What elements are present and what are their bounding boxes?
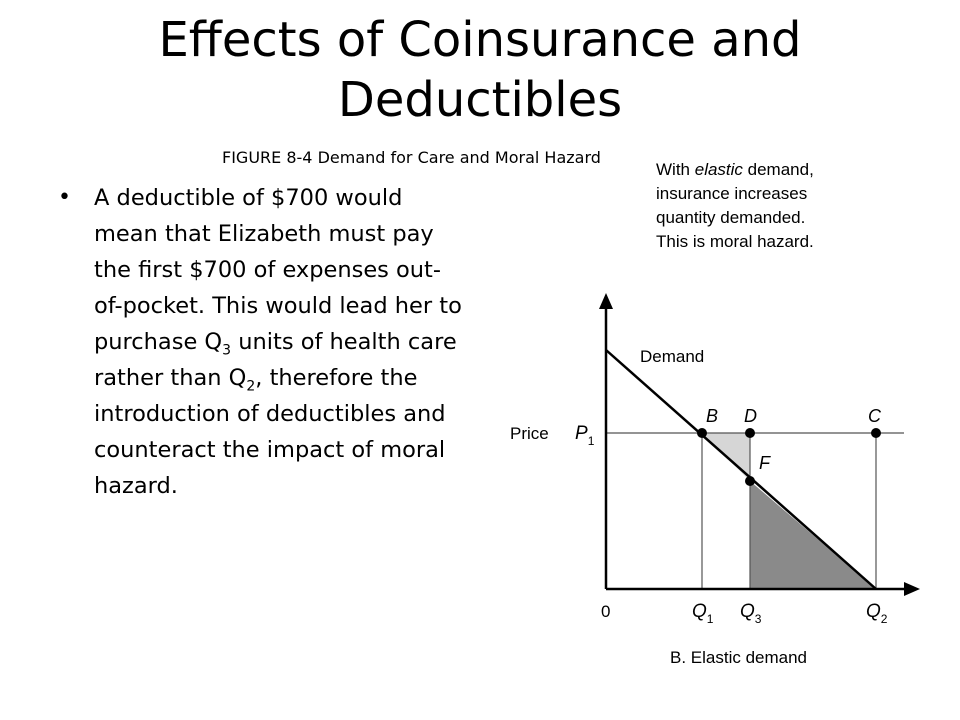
panel-caption: B. Elastic demand <box>670 648 808 667</box>
bullet-subscript-1: 3 <box>222 342 232 359</box>
demand-label: Demand <box>640 347 705 366</box>
point-c-marker <box>871 428 881 438</box>
annotation-line-1: With elastic demand, <box>656 160 814 179</box>
x-tick-q1: $Q_1$ <box>692 601 714 626</box>
annotation-line-4: This is moral hazard. <box>656 232 814 251</box>
x-tick-q2: $Q_2$ <box>866 601 888 626</box>
point-f-marker <box>745 476 755 486</box>
bullet-text-part-1: A deductible of $700 would mean that Elizabeth must pay the first $700 of expenses out-of-pocket. This would lead her to purchase Q <box>94 185 462 355</box>
y-axis-arrow <box>599 293 613 309</box>
bullet-text-part-3: , therefore the introduction of deductibles and counteract the impact of moral hazard. <box>94 365 446 499</box>
point-c-label: C <box>868 406 881 426</box>
y-axis-label: Price <box>510 424 549 443</box>
bullet-subscript-2: 2 <box>246 378 256 395</box>
annotation-line-3: quantity demanded. <box>656 208 806 227</box>
figure-caption: FIGURE 8-4 Demand for Care and Moral Hazard <box>222 148 601 167</box>
point-d-marker <box>745 428 755 438</box>
annotation-line-2: insurance increases <box>656 184 808 203</box>
point-f-label: F <box>759 453 770 473</box>
origin-label: 0 <box>601 602 611 621</box>
elastic-demand-diagram <box>480 155 940 680</box>
bullet-marker: • <box>58 185 71 210</box>
bullet-text-part-2: units of health care rather than Q <box>94 329 457 391</box>
demand-curve <box>606 350 876 589</box>
bullet-item <box>94 180 464 504</box>
slide-title: Effects of Coinsurance and Deductibles <box>158 12 802 128</box>
x-tick-q3: $Q_3$ <box>740 601 762 626</box>
x-axis-arrow <box>904 582 920 596</box>
price-p1-label: $P_1$ <box>575 423 595 448</box>
point-d-label: D <box>744 406 757 426</box>
point-b-marker <box>697 428 707 438</box>
point-b-label: B <box>706 406 719 426</box>
